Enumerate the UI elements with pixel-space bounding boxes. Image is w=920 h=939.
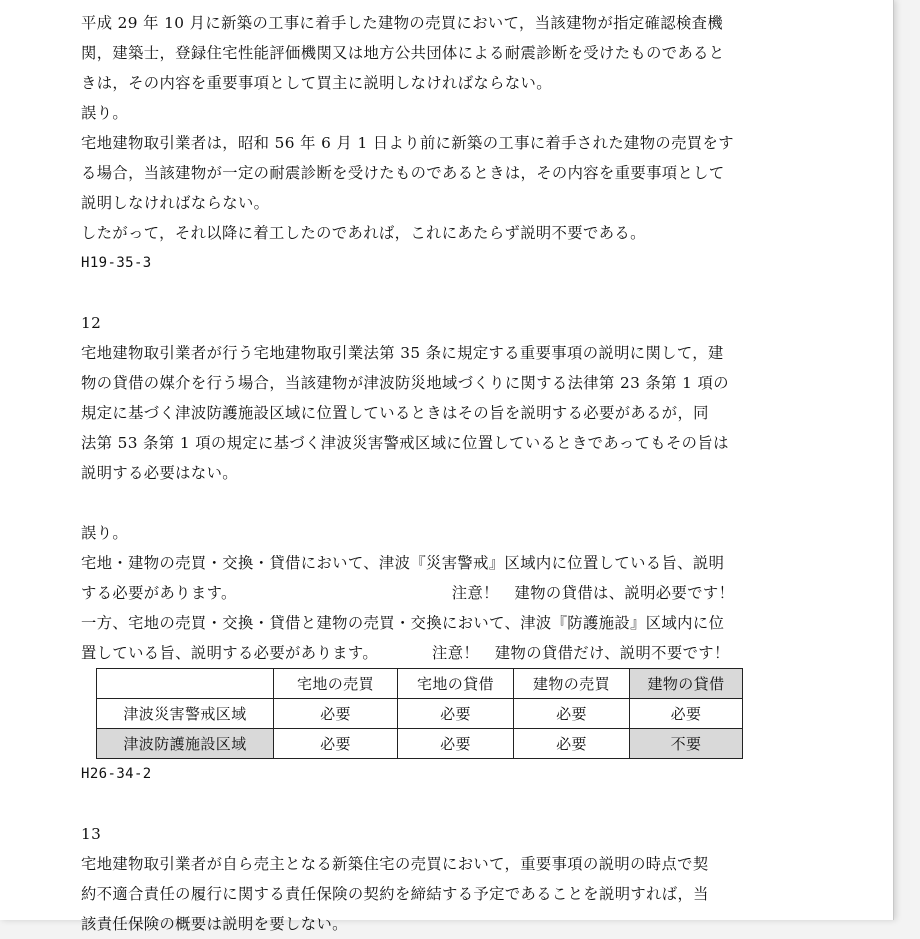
q12-explanation-line: 宅地・建物の売買・交換・貸借において、津波『災害警戒』区域内に位置している旨、説明 xyxy=(81,554,725,572)
q12-number: 12 xyxy=(81,314,102,332)
q12-answer: 誤り。 xyxy=(81,524,129,542)
table-header-cell: 宅地の貸借 xyxy=(398,669,514,699)
q12-statement-line: 宅地建物取引業者が行う宅地建物取引業法第 35 条に規定する重要事項の説明に関して，建 xyxy=(81,344,724,362)
table-header-cell xyxy=(97,669,274,699)
table-row-label: 津波防護施設区域 xyxy=(97,729,274,759)
table-header-row xyxy=(97,669,743,699)
q12-explanation-line xyxy=(81,638,781,668)
q12-statement-line: 法第 53 条第 1 項の規定に基づく津波災害警戒区域に位置しているときであってもその旨は xyxy=(81,434,729,452)
q13-statement-line: 該責任保険の概要は説明を要しない。 xyxy=(81,915,348,933)
table-header-cell: 建物の売買 xyxy=(514,669,630,699)
table-header-cell: 宅地の売買 xyxy=(274,669,398,699)
q11-explanation-line: 説明しなければならない。 xyxy=(81,194,270,212)
table-cell: 必要 xyxy=(398,729,514,759)
q13-number: 13 xyxy=(81,825,102,843)
q12-explanation-text: 置している旨、説明する必要があります。 xyxy=(81,644,379,662)
q13-statement-line: 約不適合責任の履行に関する責任保険の契約を締結する予定であることを説明すれば，当 xyxy=(81,885,709,903)
table-row xyxy=(97,699,743,729)
q11-answer: 誤り。 xyxy=(81,104,129,122)
q12-reference: H26-34-2 xyxy=(81,766,152,782)
q12-explanation-line: 一方、宅地の売買・交換・貸借と建物の売買・交換において、津波『防護施設』区域内に位 xyxy=(81,614,725,632)
document-content xyxy=(81,8,781,939)
table-cell: 必要 xyxy=(514,729,630,759)
q12-statement-line: 物の貸借の媒介を行う場合，当該建物が津波防災地域づくりに関する法律第 23 条第 1 項の xyxy=(81,374,729,392)
q12-note-1: 注意！ 建物の貸借は、説明必要です！ xyxy=(451,584,735,602)
q11-statement-line: 平成 29 年 10 月に新築の工事に着手した建物の売買において，当該建物が指定確認検査機 xyxy=(81,14,724,32)
q11-explanation-line: したがって，それ以降に着工したのであれば，これにあたらず説明不要である。 xyxy=(81,224,646,242)
table-cell: 必要 xyxy=(398,699,514,729)
tsunami-requirement-table xyxy=(96,668,743,759)
q12-statement-line: 説明する必要はない。 xyxy=(81,464,238,482)
table-cell: 必要 xyxy=(274,729,398,759)
table-cell: 必要 xyxy=(630,699,743,729)
q11-statement-line: 関，建築士，登録住宅性能評価機関又は地方公共団体による耐震診断を受けたものであると xyxy=(81,44,725,62)
q11-statement-line: きは，その内容を重要事項として買主に説明しなければならない。 xyxy=(81,74,552,92)
q12-explanation-line xyxy=(81,578,781,608)
q12-explanation-text: する必要があります。 xyxy=(81,584,237,602)
table-row xyxy=(97,729,743,759)
q11-explanation-line: る場合，当該建物が一定の耐震診断を受けたものであるときは，その内容を重要事項として xyxy=(81,164,725,182)
table-cell: 不要 xyxy=(630,729,743,759)
table-cell: 必要 xyxy=(274,699,398,729)
q12-statement-line: 規定に基づく津波防護施設区域に位置しているときはその旨を説明する必要があるが，同 xyxy=(81,404,709,422)
table-row-label: 津波災害警戒区域 xyxy=(97,699,274,729)
q11-reference: H19-35-3 xyxy=(81,255,152,271)
q11-explanation-line: 宅地建物取引業者は，昭和 56 年 6 月 1 日より前に新築の工事に着手された建物の売買をす xyxy=(81,134,734,152)
table-cell: 必要 xyxy=(514,699,630,729)
table-header-cell: 建物の貸借 xyxy=(630,669,743,699)
q13-statement-line: 宅地建物取引業者が自ら売主となる新築住宅の売買において，重要事項の説明の時点で契 xyxy=(81,855,709,873)
q12-note-2: 注意！ 建物の貸借だけ、説明不要です！ xyxy=(432,644,730,662)
